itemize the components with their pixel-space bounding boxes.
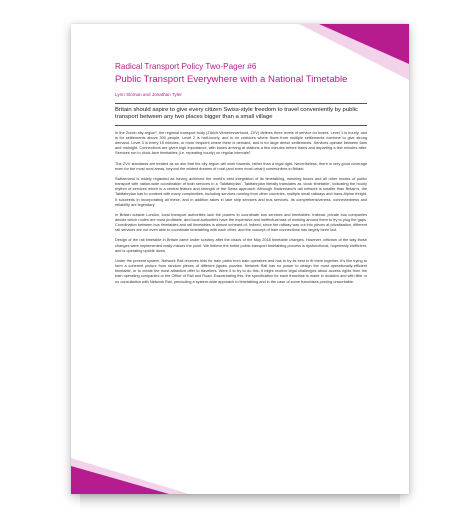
body-paragraph: Under the present system, Network Rail receives bids for train paths from train operators and has to try its best to fit them together. It’s like trying to form a coherent picture from random pieces of different jigsaw puzzles. Network Rail has no power to design the most operationally-efficient timetable, or to create the most attractive offer to travellers. Were it to try to do this, it might receive legal challenges about access rights from the train operating companies or the Office of Rail and Road. Exacerbating this, the specification for each franchise is made in isolation and with little or no consultation with Network Rail, precluding a system-wide approach to timetabling and in the case of some franchises proving unworkable. xyxy=(115,258,367,284)
body-paragraph: In the Zurich city-region¹, the regional transport body (Zürich Verkehrsverbund, ZVV) defines three levels of service for buses. Level 1 is hourly, and is for settlements above 300 people. Level 2 is half-hourly, and is on corridors where flows from multiple settlements combine to give strong demand. Level 3 is every 15 minutes, or more frequent where there is demand, and is for large dense settlements. Services operate between 6am and midnight. Connections are given high importance, with buses arriving at stations a few minutes before trains and departing a few minutes after. Services run to clock-face timetables (i.e. repeating hourly) on regular intervals². xyxy=(115,130,367,156)
bottom-left-corner-decoration xyxy=(71,458,189,494)
document-content xyxy=(115,62,367,285)
body-paragraph: Design of the rail timetable in Britain came under scrutiny after the chaos of the May 2018 timetable changes. However, criticism of the way those changes were implemented really misses the point. We believe the entire public transport timetabling process is dysfunctional, hopelessly inefficient, and is operating upside down. xyxy=(115,238,367,253)
document-page xyxy=(71,24,409,494)
body-paragraph: In Britain outside London, local transport authorities lack the powers to coordinate bus services and timetables. Instead, private bus companies decide which routes are most profitable, and local authorities have the expensive and ineffectual task of working around them to try to plug the gaps. Coordination between bus timetables and rail timetables is almost unheard-of. Indeed, since the railway was cut into pieces at privatisation, different rail services are not even able to coordinate timetabling with each other, and the concept of train connections has largely been lost. xyxy=(115,212,367,233)
document-title: Public Transport Everywhere with a National Timetable xyxy=(115,74,348,85)
body-paragraph: Switzerland is widely regarded as having achieved the world’s best integration of its timetabling, meshing buses and all other modes of public transport with nation-wide coordination of train services in a ‘Taktfahrplan’. Taktfahrplan literally translates as ‘clock timetable’, indicating the hourly rhythm of services which is a central feature and strength of the Swiss approach. Although Switzerland’s rail network is smaller than Britain’s, the Taktfahrplan has to contend with many complexities, including services running from other countries, multiple small railways and trans-Alpine freight. It succeeds in incorporating all these, and in addition takes in lake ship services and bus services. Its comprehensiveness, connectedness and reliability are legendary. xyxy=(115,176,367,207)
series-label: Radical Transport Policy Two-Pager #6 xyxy=(115,62,257,71)
lead-statement: Britain should aspire to give every citizen Swiss-style freedom to travel conveniently by public transport between any two places bigger than a small village xyxy=(115,103,367,126)
body-paragraph: The ZVV standards are treated as an aim that the city-region will work towards, rather than a legal right. Nevertheless, there is very good coverage even for the most rural areas, beyond the wildest dreams of rural (and even most urban) communities in Britain. xyxy=(115,161,367,171)
page-shadow-reflection xyxy=(80,494,400,510)
authors-line: Lynn Sloman and Jonathan Tyler xyxy=(115,92,182,97)
